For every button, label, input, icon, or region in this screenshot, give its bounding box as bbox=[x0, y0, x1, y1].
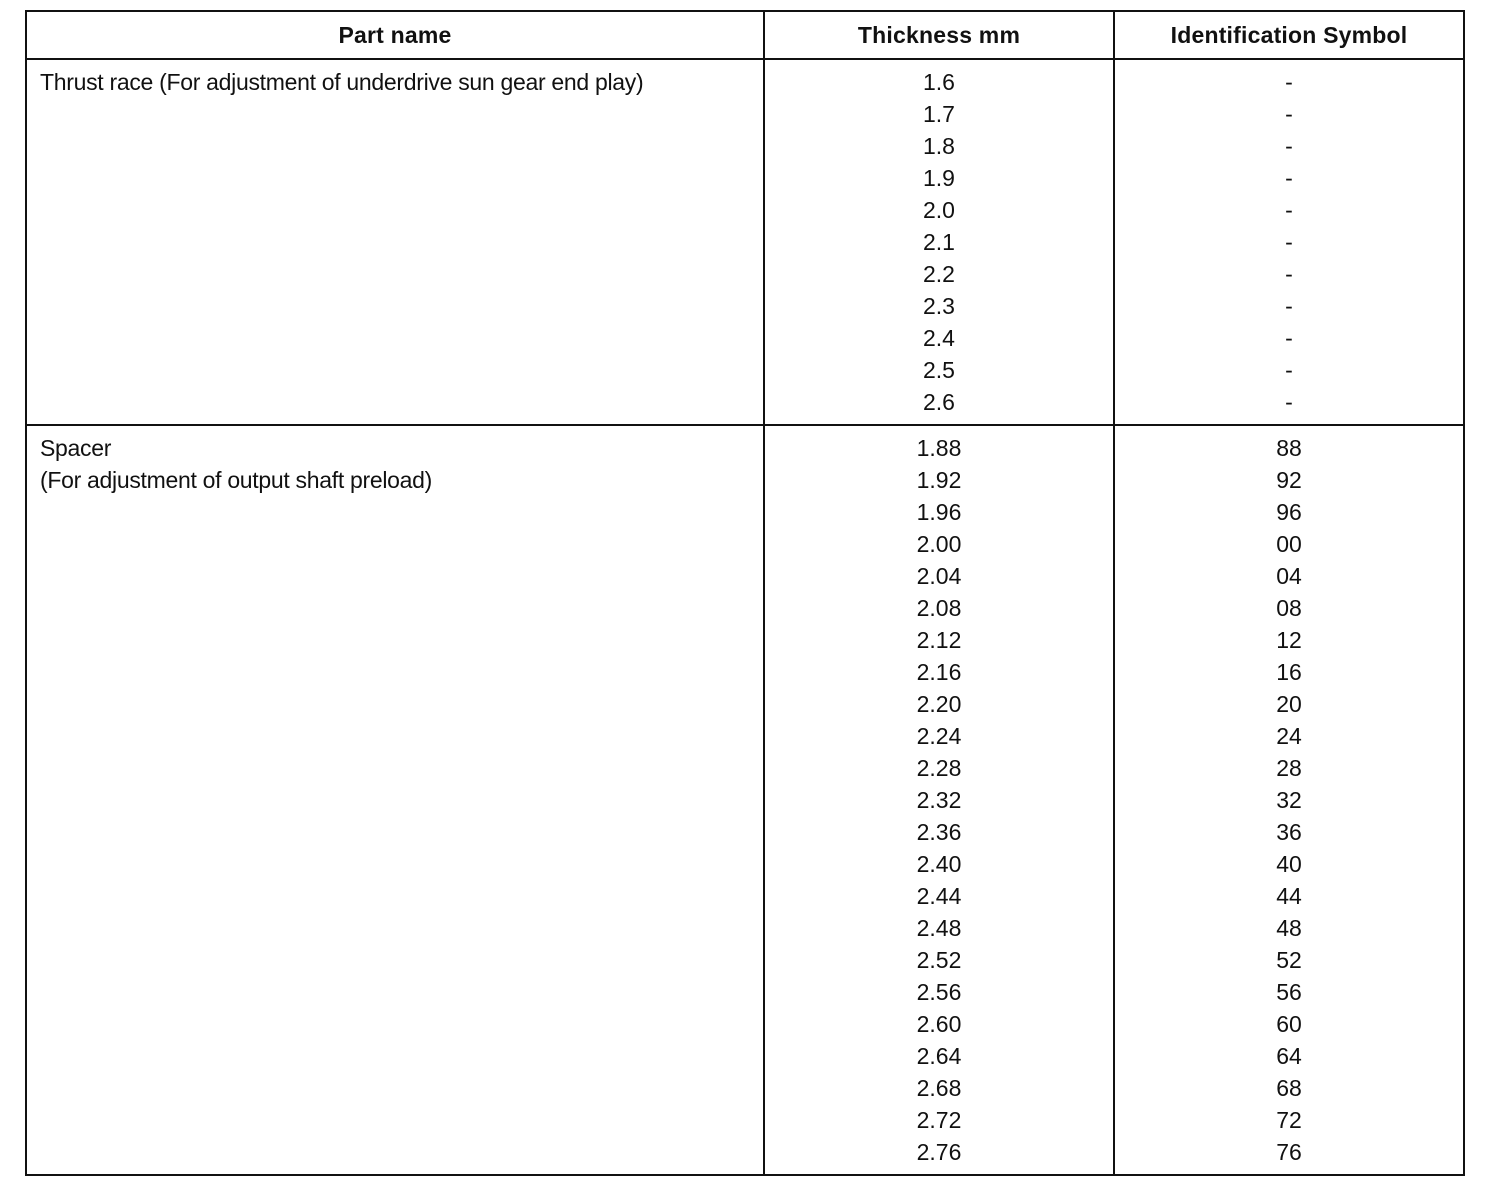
identification-symbol-value: 64 bbox=[1276, 1043, 1302, 1069]
thickness-value: 2.6 bbox=[923, 389, 955, 415]
thickness-value: 2.20 bbox=[916, 691, 962, 717]
thickness-value: 2.72 bbox=[916, 1107, 962, 1133]
identification-symbol-value: - bbox=[1285, 101, 1293, 127]
identification-symbol-value: 24 bbox=[1276, 723, 1302, 749]
thickness-value: 2.08 bbox=[916, 595, 962, 621]
thickness-value: 2.64 bbox=[916, 1043, 962, 1069]
identification-symbol-value: - bbox=[1285, 133, 1293, 159]
identification-symbol-value: - bbox=[1285, 261, 1293, 287]
symbol-cell bbox=[1114, 59, 1464, 425]
thickness-value: 2.28 bbox=[916, 755, 962, 781]
thickness-value: 2.60 bbox=[916, 1011, 962, 1037]
thickness-value: 1.88 bbox=[916, 435, 962, 461]
part-name-cell bbox=[26, 59, 764, 425]
identification-symbol-value: 96 bbox=[1276, 499, 1302, 525]
identification-symbol-value: 52 bbox=[1276, 947, 1302, 973]
identification-symbol-value: 28 bbox=[1276, 755, 1302, 781]
thickness-value: 2.3 bbox=[923, 293, 955, 319]
thickness-value: 2.4 bbox=[923, 325, 955, 351]
thickness-value: 1.8 bbox=[923, 133, 955, 159]
identification-symbol-value: 72 bbox=[1276, 1107, 1302, 1133]
identification-symbol-value: - bbox=[1285, 197, 1293, 223]
thickness-value: 2.40 bbox=[916, 851, 962, 877]
thickness-value: 2.44 bbox=[916, 883, 962, 909]
thickness-cell bbox=[764, 59, 1114, 425]
identification-symbol-value: 68 bbox=[1276, 1075, 1302, 1101]
identification-symbol-value: - bbox=[1285, 293, 1293, 319]
identification-symbol-value: 56 bbox=[1276, 979, 1302, 1005]
thickness-value: 2.12 bbox=[916, 627, 962, 653]
identification-symbol-value: 12 bbox=[1276, 627, 1302, 653]
identification-symbol-value: 08 bbox=[1276, 595, 1302, 621]
thickness-value: 2.16 bbox=[916, 659, 962, 685]
thickness-value: 2.36 bbox=[916, 819, 962, 845]
table-row bbox=[26, 59, 1464, 425]
thickness-value: 2.76 bbox=[916, 1139, 962, 1165]
thickness-value: 2.32 bbox=[916, 787, 962, 813]
thickness-value: 1.96 bbox=[916, 499, 962, 525]
identification-symbol-value: - bbox=[1285, 389, 1293, 415]
identification-symbol-value: 04 bbox=[1276, 563, 1302, 589]
part-name-line: (For adjustment of output shaft preload) bbox=[40, 467, 432, 493]
thickness-value: 2.52 bbox=[916, 947, 962, 973]
table-body bbox=[26, 59, 1464, 1175]
header-identification-symbol: Identification Symbol bbox=[1114, 11, 1464, 59]
identification-symbol-value: 44 bbox=[1276, 883, 1302, 909]
thickness-value: 2.24 bbox=[916, 723, 962, 749]
thickness-value: 1.9 bbox=[923, 165, 955, 191]
identification-symbol-value: 40 bbox=[1276, 851, 1302, 877]
identification-symbol-value: - bbox=[1285, 69, 1293, 95]
identification-symbol-value: 20 bbox=[1276, 691, 1302, 717]
identification-symbol-value: 88 bbox=[1276, 435, 1302, 461]
part-name-cell bbox=[26, 425, 764, 1175]
thickness-value: 2.00 bbox=[916, 531, 962, 557]
identification-symbol-value: 48 bbox=[1276, 915, 1302, 941]
identification-symbol-value: 76 bbox=[1276, 1139, 1302, 1165]
symbol-cell bbox=[1114, 425, 1464, 1175]
identification-symbol-value: - bbox=[1285, 229, 1293, 255]
header-thickness: Thickness mm bbox=[764, 11, 1114, 59]
identification-symbol-value: 16 bbox=[1276, 659, 1302, 685]
identification-symbol-value: 92 bbox=[1276, 467, 1302, 493]
thickness-cell bbox=[764, 425, 1114, 1175]
identification-symbol-value: 60 bbox=[1276, 1011, 1302, 1037]
thickness-value: 1.92 bbox=[916, 467, 962, 493]
thickness-value: 2.48 bbox=[916, 915, 962, 941]
thickness-value: 1.6 bbox=[923, 69, 955, 95]
thickness-value: 2.04 bbox=[916, 563, 962, 589]
thickness-value: 1.7 bbox=[923, 101, 955, 127]
table-row bbox=[26, 425, 1464, 1175]
identification-symbol-value: 00 bbox=[1276, 531, 1302, 557]
part-name-line: Thrust race (For adjustment of underdrive sun gear end play) bbox=[40, 69, 644, 95]
thickness-value: 2.56 bbox=[916, 979, 962, 1005]
part-name-line: Spacer bbox=[40, 435, 112, 461]
identification-symbol-value: 32 bbox=[1276, 787, 1302, 813]
identification-symbol-value: - bbox=[1285, 325, 1293, 351]
thickness-value: 2.5 bbox=[923, 357, 955, 383]
identification-symbol-value: - bbox=[1285, 165, 1293, 191]
thickness-value: 2.68 bbox=[916, 1075, 962, 1101]
thickness-value: 2.0 bbox=[923, 197, 955, 223]
header-row bbox=[26, 11, 1464, 59]
thickness-value: 2.1 bbox=[923, 229, 955, 255]
thickness-value: 2.2 bbox=[923, 261, 955, 287]
shim-spec-table bbox=[25, 10, 1465, 1176]
identification-symbol-value: - bbox=[1285, 357, 1293, 383]
header-part-name: Part name bbox=[26, 11, 764, 59]
identification-symbol-value: 36 bbox=[1276, 819, 1302, 845]
